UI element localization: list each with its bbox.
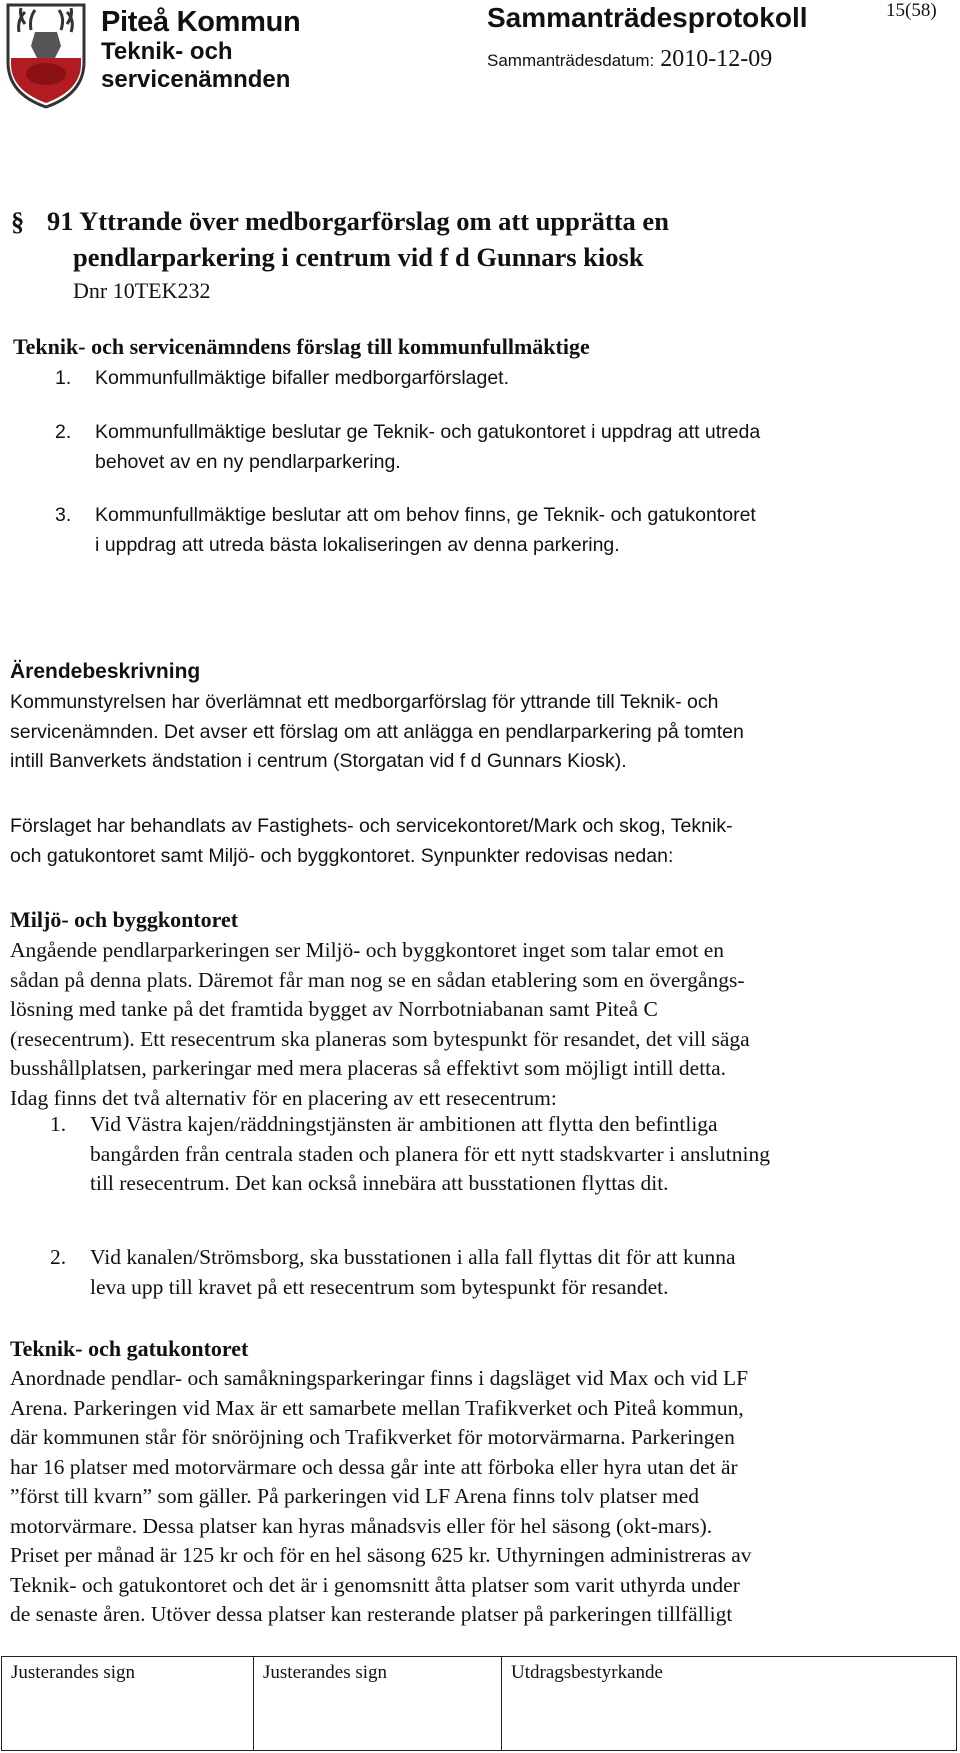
- text-line: Kommunstyrelsen har överlämnat ett medborgarförslag för yttrande till Teknik- och: [10, 691, 719, 713]
- alternative-item: [50, 1243, 930, 1303]
- document-title: Sammanträdesprotokoll: [487, 2, 808, 33]
- text-line: Förslaget har behandlats av Fastighets- och servicekontoret/Mark och skog, Teknik-: [10, 815, 733, 837]
- text-line: motorvärmare. Dessa platser kan hyras månadsvis eller för hel säsong (okt-mars).: [10, 1513, 713, 1538]
- alternative-item: [50, 1110, 930, 1200]
- alternative-number: 2.: [50, 1245, 67, 1269]
- proposal-item-line: i uppdrag att utreda bästa lokaliseringen av denna parkering.: [95, 533, 620, 556]
- text-line: bangården från centrala staden och planera för ett nytt stadskvarter i anslutning: [90, 1141, 770, 1166]
- meeting-date-label: Sammanträdesdatum:: [487, 51, 655, 70]
- text-line: Anordnade pendlar- och samåkningsparkeringar finns i dagsläget vid Max och vid LF: [10, 1366, 749, 1390]
- proposal-item-text: [95, 418, 955, 477]
- section-title-line1: Yttrande över medborgarförslag om att upprätta en: [79, 206, 669, 236]
- proposal-item-line: Kommunfullmäktige beslutar ge Teknik- och gatukontoret i uppdrag att utreda: [95, 421, 761, 443]
- description-paragraph-2: [10, 812, 930, 871]
- text-line: Vid Västra kajen/räddningstjänsten är ambitionen att flytta den befintliga: [90, 1112, 718, 1136]
- paragraph-sign: §: [11, 206, 25, 236]
- section-title-line2: pendlarparkering i centrum vid f d Gunnars kiosk: [73, 242, 644, 272]
- proposal-item-text: [95, 501, 955, 560]
- description-paragraph: [10, 688, 930, 777]
- text-line: Vid kanalen/Strömsborg, ska busstationen i alla fall flyttas dit för att kunna: [90, 1245, 736, 1269]
- text-line: till resecentrum. Det kan också innebära att busstationen flyttas dit.: [90, 1171, 669, 1195]
- text-line: de senaste åren. Utöver dessa platser kan resterande platser på parkeringen tillfälligt: [10, 1602, 733, 1626]
- technical-heading: Teknik- och gatukontoret: [10, 1336, 249, 1361]
- text-line: där kommunen står för snöröjning och Trafikverket för motorvärmarna. Parkeringen: [10, 1425, 735, 1449]
- org-unit: Teknik- och servicenämnden: [101, 38, 291, 93]
- text-line: och gatukontoret samt Miljö- och byggkontoret. Synpunkter redovisas nedan:: [10, 844, 674, 867]
- proposal-list: [55, 364, 945, 604]
- text-line: leva upp till kravet på ett resecentrum som bytespunkt för resandet.: [90, 1274, 669, 1299]
- environment-heading: Miljö- och byggkontoret: [10, 907, 239, 932]
- alternative-number: 1.: [50, 1112, 67, 1136]
- text-line: (resecentrum). Ett resecentrum ska planeras som bytespunkt för resandet, det vill säga: [10, 1026, 750, 1051]
- meeting-date: 2010-12-09: [660, 46, 773, 72]
- text-line: lösning med tanke på det framtida bygget av Norrbotniabanan samt Piteå C: [10, 997, 658, 1021]
- proposal-item-number: 3.: [55, 504, 72, 526]
- text-line: Angående pendlarparkeringen ser Miljö- och byggkontoret inget som talar emot en: [10, 938, 725, 962]
- text-line: Priset per månad är 125 kr och för en hel säsong 625 kr. Uthyrningen administreras av: [10, 1543, 752, 1567]
- signature-table: [1, 1656, 957, 1751]
- signature-cell: Justerandes sign: [2, 1657, 254, 1750]
- alternative-text: [90, 1110, 940, 1199]
- description-heading: Ärendebeskrivning: [10, 660, 201, 683]
- signature-cell: Justerandes sign: [254, 1657, 502, 1750]
- section-number: 91: [47, 206, 74, 236]
- text-line: Arena. Parkeringen vid Max är ett samarbete mellan Trafikverket och Piteå kommun,: [10, 1395, 744, 1420]
- proposal-item-line: Kommunfullmäktige beslutar att om behov finns, ge Teknik- och gatukontoret: [95, 504, 756, 526]
- piteå-kommun-logo: [5, 2, 87, 110]
- proposal-item-number: 1.: [55, 367, 72, 389]
- alternative-text: [90, 1243, 940, 1302]
- text-line: Idag finns det två alternativ för en placering av ett resecentrum:: [10, 1085, 557, 1110]
- text-line: Teknik- och gatukontoret och det är i genomsnitt åtta platser som varit uthyrda under: [10, 1572, 740, 1597]
- case-number: Dnr 10TEK232: [73, 278, 211, 303]
- signature-cell: Utdragsbestyrkande: [511, 1662, 663, 1683]
- text-line: servicenämnden. Det avser ett förslag om att anlägga en pendlarparkering på tomten: [10, 720, 744, 743]
- page-number: 15(58): [886, 0, 937, 21]
- text-line: ”först till kvarn” som gäller. På parkeringen vid LF Arena finns tolv platser med: [10, 1484, 700, 1508]
- text-line: intill Banverkets ändstation i centrum (Storgatan vid f d Gunnars Kiosk).: [10, 750, 627, 772]
- section-title: [11, 203, 911, 275]
- proposal-item-text: Kommunfullmäktige bifaller medborgarförslaget.: [95, 367, 510, 389]
- environment-paragraph: [10, 936, 930, 1113]
- proposal-item-line: behovet av en ny pendlarparkering.: [95, 450, 401, 473]
- text-line: busshållplatsen, parkeringar med mera placeras så effektivt som möjligt intill detta.: [10, 1056, 727, 1080]
- proposal-heading: Teknik- och servicenämndens förslag till kommunfullmäktige: [13, 334, 590, 359]
- technical-paragraph: [10, 1364, 930, 1630]
- org-name: Piteå Kommun: [101, 6, 301, 38]
- meeting-date-row: [487, 44, 772, 76]
- text-line: har 16 platser med motorvärmare och dessa går inte att förboka eller hyra utan det är: [10, 1454, 738, 1479]
- proposal-item-number: 2.: [55, 421, 72, 443]
- text-line: sådan på denna plats. Däremot får man nog se en sådan etablering som en övergångs-: [10, 967, 745, 992]
